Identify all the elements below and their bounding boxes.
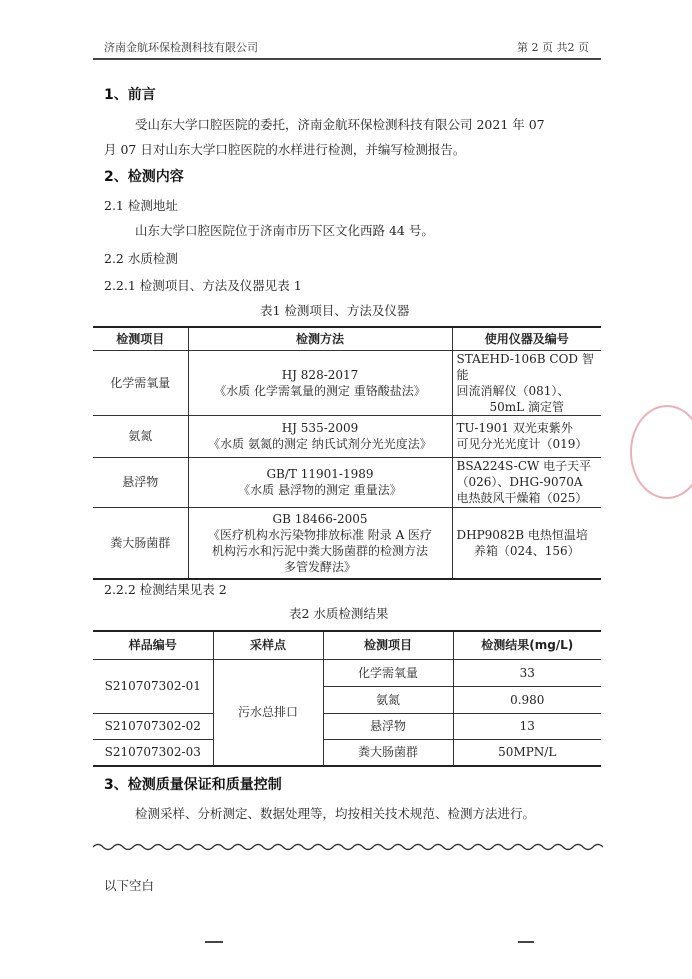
table1-header-method: 检测方法 (188, 327, 452, 350)
table1-cell-method (188, 350, 452, 415)
section2-title: 2、检测内容 (104, 169, 184, 185)
table1-cell-method (188, 457, 452, 507)
section21-text: 山东大学口腔医院位于济南市历下区文化西路 44 号。 (135, 223, 434, 238)
section3-title: 3、检测质量保证和质量控制 (104, 777, 282, 793)
table2-header-result: 检测结果(mg/L) (453, 631, 601, 659)
table1-cell-instrument (452, 457, 601, 507)
table2-caption: 表2 水质检测结果 (289, 606, 389, 621)
table2-header-sample: 样品编号 (93, 631, 213, 659)
table1-cell-instrument (452, 507, 601, 579)
table1-cell-method (188, 507, 452, 579)
table2-cell-result: 33 (453, 659, 601, 686)
table2-cell-item: 悬浮物 (323, 713, 453, 739)
instrument-line: DHP9082B 电热恒温培 (456, 527, 588, 542)
method-name: 机构污水和污泥中粪大肠菌群的检测方法 (211, 543, 428, 558)
section22-title: 2.2 水质检测 (104, 251, 178, 266)
table-row (93, 739, 601, 766)
table2-cell-sample: S210707302-03 (93, 739, 213, 766)
section221-title: 2.2.1 检测项目、方法及仪器见表 1 (104, 278, 302, 293)
method-code: HJ 828-2017 (281, 367, 359, 382)
table-row (93, 507, 601, 579)
instrument-line: 50mL 滴定管 (489, 399, 564, 414)
table1-cell-instrument (452, 350, 601, 415)
table2-cell-sample: S210707302-02 (93, 713, 213, 739)
table2-cell-item: 氨氮 (323, 686, 453, 713)
table1-caption: 表1 检测项目、方法及仪器 (260, 303, 410, 318)
table2-header-item: 检测项目 (323, 631, 453, 659)
table1-cell-instrument (452, 415, 601, 457)
table2-cell-result: 0.980 (453, 686, 601, 713)
instrument-line: BSA224S-CW 电子天平 (456, 459, 592, 473)
table1-cell-item: 化学需氧量 (93, 350, 188, 415)
section1-title: 1、前言 (104, 87, 156, 103)
table-row (93, 659, 601, 686)
company-seal-stamp (630, 405, 692, 499)
scan-mark (518, 941, 534, 943)
table1-cell-item: 粪大肠菌群 (93, 507, 188, 579)
header-company: 济南金航环保检测科技有限公司 (104, 41, 258, 54)
section3-text: 检测采样、分析测定、数据处理等，均按相关技术规范、检测方法进行。 (135, 806, 536, 821)
instrument-line: STAEHD-106B COD 智能 (456, 351, 594, 382)
section222-title: 2.2.2 检测结果见表 2 (104, 582, 227, 597)
footer-note: 以下空白 (104, 878, 155, 893)
instrument-line: 可见分光光度计（019） (456, 437, 588, 451)
header-rule (93, 58, 601, 60)
method-code: HJ 535-2009 (281, 421, 359, 435)
method-name: 《水质 化学需氧量的测定 重铬酸盐法》 (214, 383, 426, 398)
method-name: 《水质 氨氮的测定 纳氏试剂分光光度法》 (208, 437, 432, 451)
table2-cell-result: 50MPN/L (453, 739, 601, 766)
table1-methods (93, 326, 601, 580)
method-code: GB/T 11901-1989 (266, 467, 374, 481)
table1-header-instrument: 使用仪器及编号 (452, 327, 601, 350)
table2-cell-item: 粪大肠菌群 (323, 739, 453, 766)
instrument-line: TU-1901 双光束紫外 (456, 421, 573, 435)
table1-cell-item: 悬浮物 (93, 457, 188, 507)
table-row (93, 350, 601, 415)
method-name: 《水质 悬浮物的测定 重量法》 (238, 483, 402, 497)
method-name: 《医疗机构水污染物排放标准 附录 A 医疗 (207, 527, 433, 542)
table2-cell-site: 污水总排口 (213, 659, 323, 766)
instrument-line: 电热鼓风干燥箱（025） (456, 491, 588, 505)
table2-cell-item: 化学需氧量 (323, 659, 453, 686)
instrument-line: （026）、DHG-9070A (456, 475, 583, 489)
table2-cell-result: 13 (453, 713, 601, 739)
wavy-divider (93, 840, 603, 854)
table-row (93, 457, 601, 507)
section1-line1: 受山东大学口腔医院的委托，济南金航环保检测科技有限公司 2021 年 07 (135, 117, 545, 132)
table2-results (93, 630, 601, 767)
table-row (93, 415, 601, 457)
table-row (93, 713, 601, 739)
instrument-line: 养箱（024、156） (473, 543, 580, 558)
table2-header-site: 采样点 (213, 631, 323, 659)
method-name: 多管发酵法》 (283, 559, 356, 574)
table2-cell-sample: S210707302-01 (93, 659, 213, 713)
method-code: GB 18466-2005 (272, 511, 368, 526)
table1-cell-method (188, 415, 452, 457)
table1-header-item: 检测项目 (93, 327, 188, 350)
section1-line2: 月 07 日对山东大学口腔医院的水样进行检测，并编写检测报告。 (104, 142, 466, 157)
header-page-number: 第 2 页 共2 页 (517, 41, 589, 54)
instrument-line: 回流消解仪（081）、 (456, 383, 570, 398)
table1-cell-item: 氨氮 (93, 415, 188, 457)
section21-title: 2.1 检测地址 (104, 198, 178, 213)
scan-mark (205, 941, 223, 943)
